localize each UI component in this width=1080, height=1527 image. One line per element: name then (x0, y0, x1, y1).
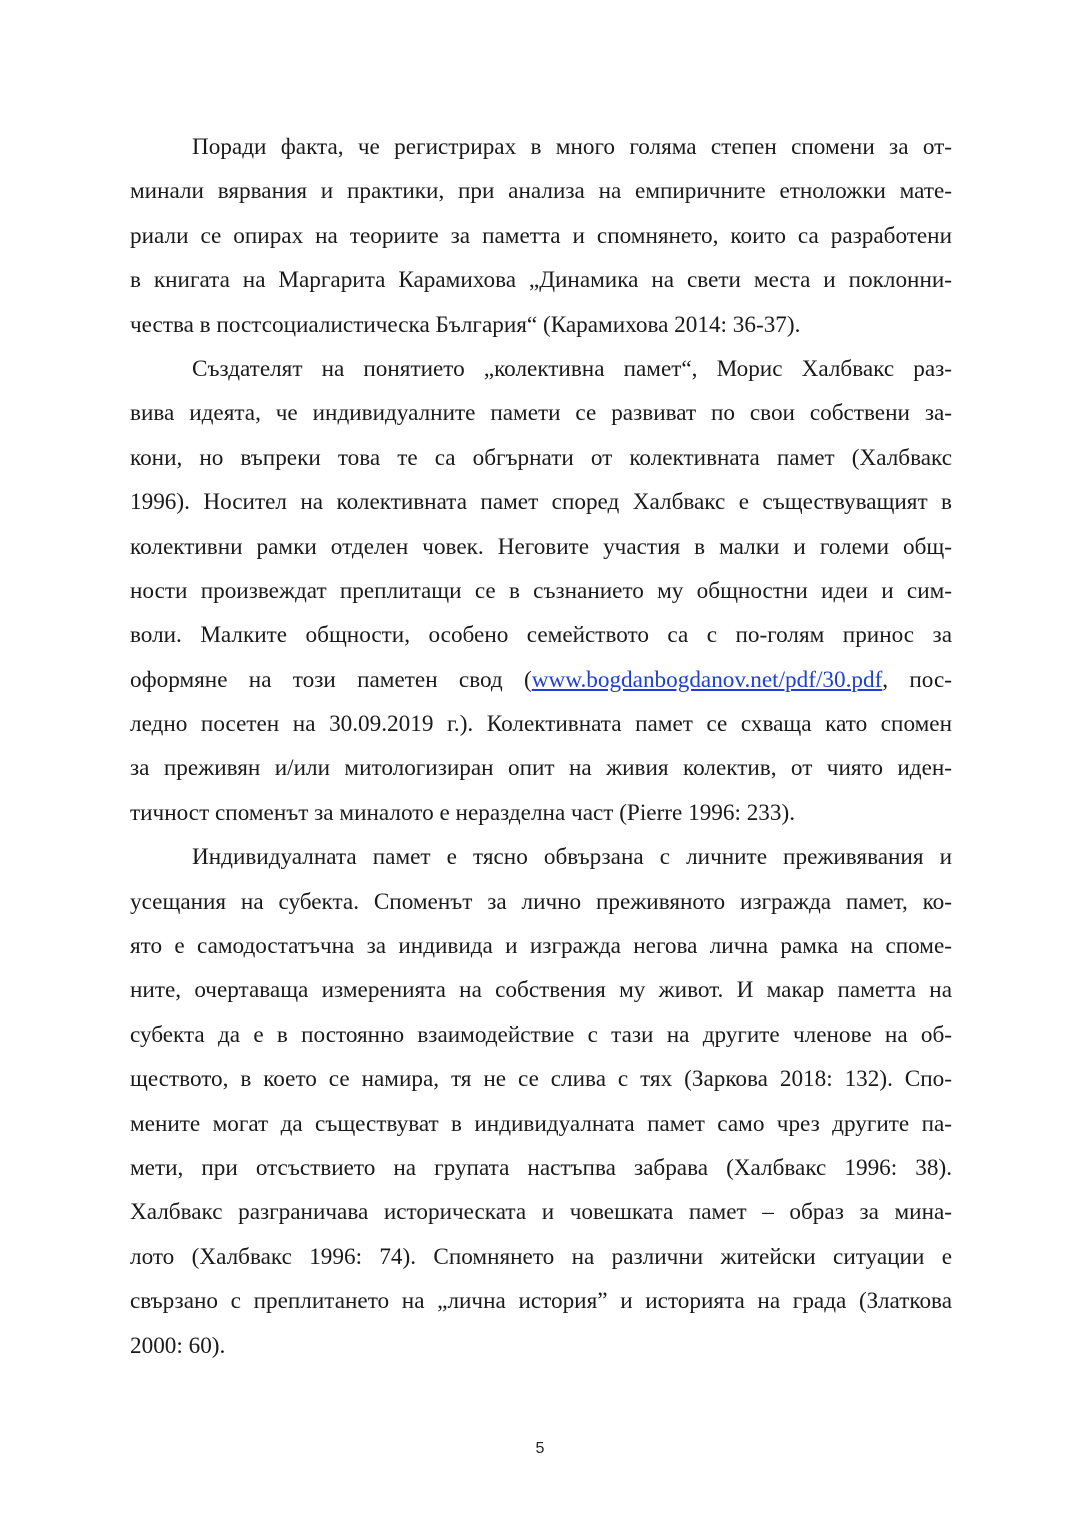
text-line: ности произвеждат преплитащи се в съзнанието му общностни идеи и сим- (130, 577, 952, 604)
text-line: Създателят на понятието „колективна памет“, Морис Халбвакс раз- (192, 355, 952, 382)
text-line: вива идеята, че индивидуалните памети се развиват по свои собствени за- (130, 400, 952, 427)
link-line-after: , пос- (882, 666, 952, 693)
text-line: 1996). Носител на колективната памет според Халбвакс е съществуващият в (130, 489, 952, 516)
text-line: чества в постсоциалистическа България“ (Карамихова 2014: 36-37). (130, 311, 801, 338)
link-line-before: оформяне на този паметен свод ( (130, 666, 532, 693)
text-line: колективни рамки отделен човек. Неговите участия в малки и големи общ- (130, 533, 952, 560)
text-line: Халбвакс разграничава историческата и човешката памет – образ за мина- (130, 1199, 952, 1226)
text-line: тичност споменът за миналото е неразделна част (Pierre 1996: 233). (130, 799, 796, 826)
page-number: 5 (535, 1440, 545, 1457)
body-text (130, 125, 952, 1368)
text-line-with-link (130, 658, 952, 702)
paragraph-1 (130, 125, 952, 347)
paragraph-3 (130, 835, 952, 1368)
text-line: 2000: 60). (130, 1332, 226, 1359)
text-line: в книгата на Маргарита Карамихова „Динамика на свети места и поклонни- (130, 267, 952, 294)
text-line: субекта да е в постоянно взаимодействие с тази на другите членове на об- (130, 1021, 952, 1048)
text-line: ните, очертаваща измеренията на собствения му живот. И макар паметта на (130, 977, 952, 1004)
text-line: минали вярвания и практики, при анализа на емпиричните етноложки мате- (130, 178, 952, 205)
text-line: Индивидуалната памет е тясно обвързана с личните преживявания и (192, 844, 952, 871)
text-line: воли. Малките общности, особено семейството са с по-голям принос за (130, 622, 952, 649)
text-line: Поради факта, че регистрирах в много голяма степен спомени за от- (192, 134, 952, 160)
text-line: свързано с преплитането на „лична история” и историята на града (Златкова (130, 1288, 952, 1315)
text-line: риали се опирах на теориите за паметта и спомнянето, които са разработени (130, 222, 952, 249)
text-line: мети, при отсъствието на групата настъпва забрава (Халбвакс 1996: 38). (130, 1154, 952, 1181)
text-line: за преживян и/или митологизиран опит на живия колектив, от чиято иден- (130, 755, 952, 782)
text-line: ледно посетен на 30.09.2019 г.). Колективната памет се схваща като спомен (130, 711, 952, 738)
text-line: мените могат да съществуват в индивидуалната памет само чрез другите па- (130, 1110, 952, 1137)
text-line: ществото, в което се намира, тя не се слива с тях (Заркова 2018: 132). Спо- (130, 1066, 952, 1093)
bogdanov-pdf-link[interactable]: www.bogdanbogdanov.net/pdf/30.pdf (531, 666, 883, 693)
text-line: усещания на субекта. Споменът за лично преживяното изгражда памет, ко- (130, 888, 952, 915)
text-line: лото (Халбвакс 1996: 74). Спомнянето на различни житейски ситуации е (130, 1243, 952, 1270)
text-line: кони, но въпреки това те са обгърнати от колективната памет (Халбвакс (130, 444, 952, 471)
text-line: ято е самодостатъчна за индивида и изгражда негова лична рамка на споме- (130, 933, 952, 960)
paragraph-2 (130, 347, 952, 835)
